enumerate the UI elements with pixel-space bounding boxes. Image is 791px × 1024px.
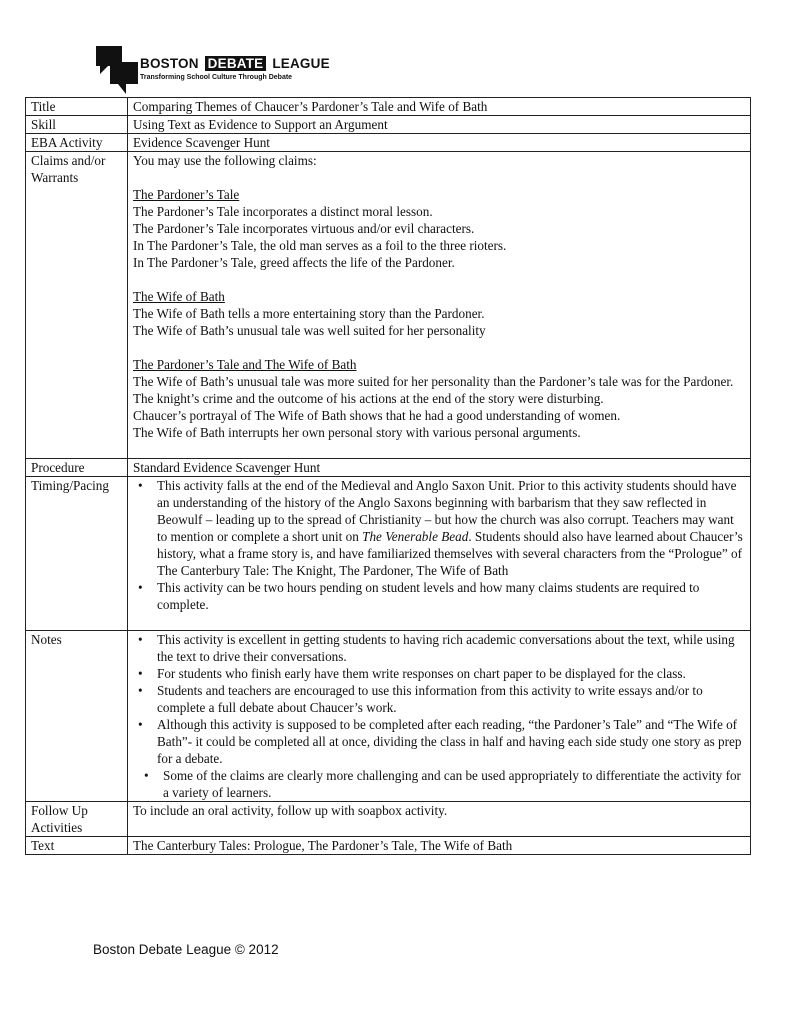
book-title: The Venerable Bead	[362, 529, 469, 544]
claim-item: The Wife of Bath tells a more entertaining story than the Pardoner.	[133, 306, 485, 321]
row-text	[26, 837, 751, 855]
list-item: • This activity is excellent in getting students to having rich academic conversations about the text, while using the text to drive their conversations.	[157, 631, 745, 665]
value-procedure: Standard Evidence Scavenger Hunt	[128, 459, 751, 477]
row-skill	[26, 116, 751, 134]
label-skill: Skill	[26, 116, 128, 134]
claim-item: The Wife of Bath interrupts her own personal story with various personal arguments.	[133, 425, 581, 440]
row-notes	[26, 631, 751, 802]
list-item: • Some of the claims are clearly more challenging and can be used appropriately to differentiate the activity for a variety of learners.	[157, 767, 745, 801]
value-notes	[128, 631, 751, 802]
value-claims	[128, 152, 751, 459]
claims-group-heading: The Pardoner’s Tale	[133, 187, 240, 202]
value-text: The Canterbury Tales: Prologue, The Pardoner’s Tale, The Wife of Bath	[128, 837, 751, 855]
list-item	[157, 477, 745, 579]
logo-word-league: LEAGUE	[272, 56, 330, 71]
logo-wordmark	[140, 56, 330, 71]
value-title: Comparing Themes of Chaucer’s Pardoner’s Tale and Wife of Bath	[128, 98, 751, 116]
value-timing	[128, 477, 751, 631]
label-eba-activity: EBA Activity	[26, 134, 128, 152]
label-follow-up: Follow Up Activities	[26, 802, 128, 837]
claims-intro: You may use the following claims:	[133, 153, 317, 168]
timing-text: This activity falls at the end of the Medieval and Anglo Saxon Unit. Prior to this activity students should have an understanding of the history of the Anglo Saxons beginning with barbarism that they saw reflected in Beowulf – leading up to the spread of Christianity – but how the church was also corrupt. Teachers may want to mention or complete a short unit on	[157, 478, 737, 544]
row-follow-up	[26, 802, 751, 837]
lesson-plan-table	[25, 97, 751, 855]
label-claims: Claims and/or Warrants	[26, 152, 128, 459]
label-timing: Timing/Pacing	[26, 477, 128, 631]
value-eba-activity: Evidence Scavenger Hunt	[128, 134, 751, 152]
logo-word-boston: BOSTON	[140, 56, 199, 71]
timing-text-cont: . Students should also have learned about Chaucer’s history, what a frame story is, and have familiarized themselves with several characters from the “Prologue” of The Canterbury Tale: The Knight, The Pardoner, The Wife of Bath	[157, 529, 743, 578]
claim-item: The Wife of Bath’s unusual tale was more suited for her personality than the Pardoner’s tale was for the Pardoner.	[133, 374, 734, 389]
claims-group-heading: The Wife of Bath	[133, 289, 225, 304]
value-skill: Using Text as Evidence to Support an Argument	[128, 116, 751, 134]
notes-list	[133, 631, 745, 801]
label-procedure: Procedure	[26, 459, 128, 477]
list-item: • Students and teachers are encouraged to use this information from this activity to write essays and/or to complete a full debate about Chaucer’s work.	[157, 682, 745, 716]
row-title	[26, 98, 751, 116]
value-follow-up: To include an oral activity, follow up with soapbox activity.	[128, 802, 751, 837]
claim-item: The Pardoner’s Tale incorporates a distinct moral lesson.	[133, 204, 433, 219]
label-notes: Notes	[26, 631, 128, 802]
row-claims	[26, 152, 751, 459]
footer-copyright: Boston Debate League © 2012	[93, 942, 279, 957]
claim-item: The Wife of Bath’s unusual tale was well suited for her personality	[133, 323, 486, 338]
claim-item: The knight’s crime and the outcome of his actions at the end of the story were disturbing.	[133, 391, 604, 406]
boston-debate-league-logo	[96, 46, 336, 94]
label-text: Text	[26, 837, 128, 855]
claim-item: In The Pardoner’s Tale, the old man serves as a foil to the three rioters.	[133, 238, 507, 253]
row-eba-activity	[26, 134, 751, 152]
label-title: Title	[26, 98, 128, 116]
speech-bubbles-icon	[96, 46, 138, 94]
claim-item: The Pardoner’s Tale incorporates virtuous and/or evil characters.	[133, 221, 475, 236]
timing-list	[133, 477, 745, 613]
row-procedure	[26, 459, 751, 477]
list-item: • For students who finish early have them write responses on chart paper to be displayed for the class.	[157, 665, 745, 682]
logo-tagline: Transforming School Culture Through Debate	[140, 74, 293, 81]
list-item: • Although this activity is supposed to be completed after each reading, “the Pardoner’s Tale” and “The Wife of Bath”- it could be completed all at once, dividing the class in half and having each side study one story as prep for a debate.	[157, 716, 745, 767]
row-timing	[26, 477, 751, 631]
claims-group-heading: The Pardoner’s Tale and The Wife of Bath	[133, 357, 357, 372]
claim-item: Chaucer’s portrayal of The Wife of Bath shows that he had a good understanding of women.	[133, 408, 621, 423]
logo-word-debate: DEBATE	[205, 56, 267, 71]
list-item: • This activity can be two hours pending on student levels and how many claims students are required to complete.	[157, 579, 745, 613]
claim-item: In The Pardoner’s Tale, greed affects the life of the Pardoner.	[133, 255, 455, 270]
